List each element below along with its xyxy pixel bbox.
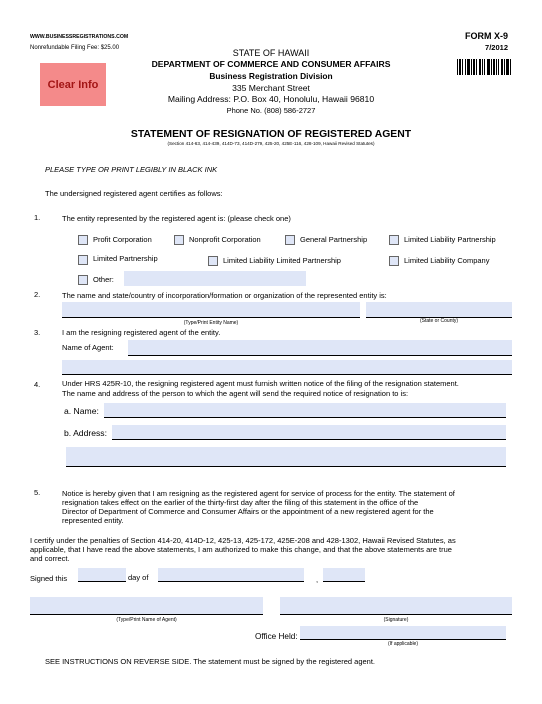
statute-citation: (Section 414-63, 414-439, 414D-73, 414D-279, 425-20, 425E-116, 428-109, Hawaii Revised Statutes) [167,141,375,146]
notice-address-field[interactable] [112,425,506,440]
checkbox-limited-liability-limited-partnership[interactable] [208,256,218,266]
agent-name-field-line-2[interactable] [62,360,512,375]
entity-state-caption: (State or County) [419,318,459,324]
item-5-line-4: represented entity. [62,516,124,525]
option-label-limited-partnership: Limited Partnership [93,254,158,263]
signature-field[interactable] [280,597,512,615]
office-held-caption: (If applicable) [387,641,418,647]
item-4-number: 4. [34,380,41,389]
signed-this-label: Signed this [30,574,68,583]
notice-name-field[interactable] [104,403,506,418]
item-1-text: The entity represented by the registered agent is: (please check one) [62,214,291,223]
option-label-general-partnership: General Partnership [300,235,368,244]
notice-address-label: b. Address: [64,428,107,438]
item-4-line-1: Under HRS 425R-10, the resigning registered agent must furnish written notice of the filing of the resignation statement. [62,379,459,388]
item-5-number: 5. [34,488,41,497]
street-address: 335 Merchant Street [232,83,310,93]
entity-name-field[interactable] [62,302,360,318]
item-3-number: 3. [34,328,41,337]
agent-name-field[interactable] [128,340,512,356]
checkbox-limited-partnership[interactable] [78,255,88,265]
checkbox-general-partnership[interactable] [285,235,295,245]
checkbox-limited-liability-company[interactable] [389,256,399,266]
footer-instructions: SEE INSTRUCTIONS ON REVERSE SIDE. The statement must be signed by the registered agent. [45,657,375,666]
option-label-limited-liability-company: Limited Liability Company [404,256,490,265]
item-2-text: The name and state/country of incorporation/formation or organization of the represented entity is: [62,291,387,300]
signed-day-field[interactable] [78,568,126,582]
item-3-text: I am the resigning registered agent of the entity. [62,328,221,337]
option-label-nonprofit-corporation: Nonprofit Corporation [189,235,261,244]
form-id: FORM X-9 [464,31,508,41]
item-5-line-1: Notice is hereby given that I am resigning as the registered agent for service of process for the entity. The statement of [62,489,455,498]
office-held-field[interactable] [300,626,506,640]
clear-info-label: Clear Info [47,78,99,91]
item-5-line-3: Director of Department of Commerce and Consumer Affairs or the appointment of a new registered agent for the [62,507,434,516]
checkbox-other[interactable] [78,275,88,285]
option-label-limited-liability-partnership: Limited Liability Partnership [404,235,496,244]
option-label-other: Other: [93,275,114,284]
option-label-profit-corporation: Profit Corporation [93,235,152,244]
form-date: 7/2012 [485,43,508,52]
mailing-address: Mailing Address: P.O. Box 40, Honolulu, Hawaii 96810 [167,94,375,104]
other-entity-input[interactable] [124,271,306,286]
ink-instruction: PLEASE TYPE OR PRINT LEGIBLY IN BLACK INK [45,165,218,174]
checkbox-limited-liability-partnership[interactable] [389,235,399,245]
item-5-line-2: resignation takes effect on the earlier of the thirty-first day after the filing of this statement in the office of the [62,498,419,507]
division-heading: Business Registration Division [209,71,333,81]
agent-printed-name-caption: (Type/Print Name of Agent) [116,617,177,623]
office-held-label: Office Held: [255,632,298,641]
department-heading: DEPARTMENT OF COMMERCE AND CONSUMER AFFAIRS [151,59,391,69]
agent-printed-name-field[interactable] [30,597,263,615]
option-label-limited-liability-limited-partnership: Limited Liability Limited Partnership [223,256,341,265]
form-title: STATEMENT OF RESIGNATION OF REGISTERED AGENT [130,129,412,140]
signature-caption: (Signature) [383,617,409,623]
item-1-number: 1. [34,213,41,222]
entity-state-field[interactable] [366,302,512,318]
agent-name-label: Name of Agent: [62,343,114,352]
item-4-line-2: The name and address of the person to which the agent will send the required notice of resignation to is: [62,389,409,398]
signed-month-field[interactable] [158,568,304,582]
certification-line-2: applicable, that I have read the above statements, I am authorized to make this change, and that the above statements are true [30,545,452,554]
date-comma: , [316,575,319,584]
certification-line-3: and correct. [30,554,70,563]
day-of-label: day of [128,573,149,582]
website-text: WWW.BUSINESSREGISTRATIONS.COM [30,34,129,40]
certification-line-1: I certify under the penalties of Section 414-20, 414D-12, 425-13, 425-172, 425E-208 and 428-1302, Hawaii Revised Statutes, as [30,536,456,545]
phone-number: Phone No. (808) 586-2727 [226,106,316,115]
checkbox-profit-corporation[interactable] [78,235,88,245]
filing-fee-text: Nonrefundable Filing Fee: $25.00 [30,45,120,51]
signed-year-field[interactable] [323,568,365,582]
certify-intro: The undersigned registered agent certifies as follows: [45,189,223,198]
notice-address-field-line-2[interactable] [66,447,506,467]
state-heading: STATE OF HAWAII [232,48,310,58]
notice-name-label: a. Name: [64,406,99,416]
entity-name-caption: (Type/Print Entity Name) [183,320,239,326]
item-2-number: 2. [34,290,41,299]
checkbox-nonprofit-corporation[interactable] [174,235,184,245]
